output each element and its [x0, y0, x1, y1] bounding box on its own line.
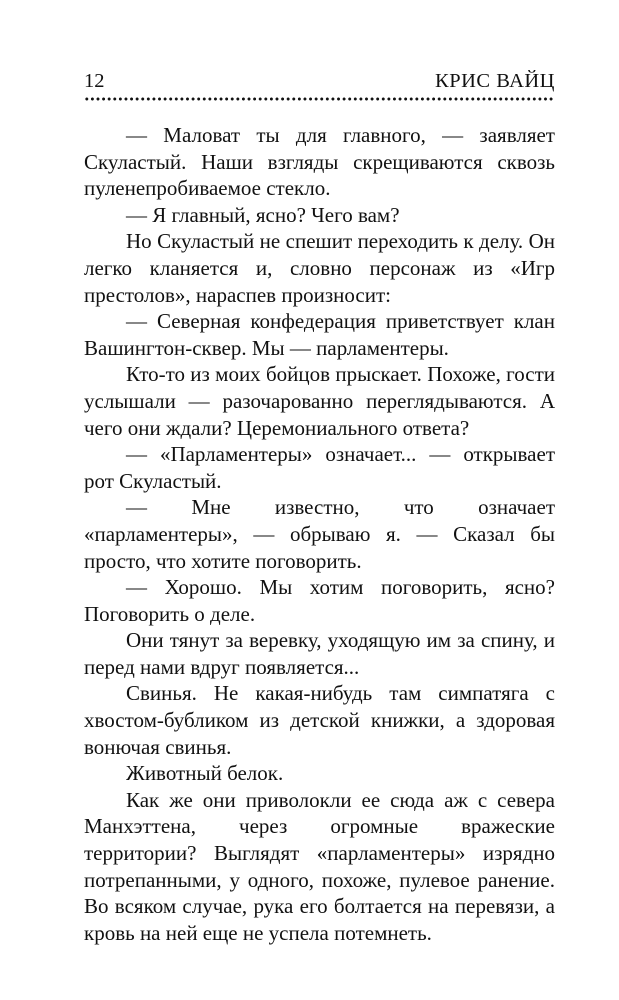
page-number: 12	[84, 70, 105, 92]
paragraph: Животный белок.	[126, 761, 284, 786]
running-title: КРИС ВАЙЦ	[435, 70, 555, 92]
paragraph: Кто-то из моих бойцов прыскает. Похоже, гости услышали — разочарованно переглядываются. А чего они ждали? Церемониального ответа?	[84, 362, 555, 440]
paragraph: — Я главный, ясно? Чего вам?	[126, 202, 400, 227]
running-header	[84, 70, 555, 92]
paragraph: — Северная конфедерация приветствует клан Вашингтон-сквер. Мы — парламентеры.	[84, 309, 555, 360]
paragraph: Но Скуластый не спешит переходить к делу. Он легко кланяется и, словно персонаж из «Игр престолов», нараспев произносит:	[84, 229, 555, 307]
paragraph: — Хорошо. Мы хотим поговорить, ясно? Поговорить о деле.	[84, 575, 555, 626]
paragraph: — Маловат ты для главного, — заявляет Скуластый. Наши взгляды скрещиваются сквозь пуленепробиваемое стекло.	[84, 123, 555, 201]
body-text	[84, 122, 555, 946]
dotted-rule	[84, 97, 555, 101]
paragraph: Свинья. Не какая-нибудь там симпатяга с хвостом-бубликом из детской книжки, а здоровая вонючая свинья.	[84, 681, 555, 759]
paragraph: — Мне известно, что означает «парламентеры», — обрываю я. — Сказал бы просто, что хотите поговорить.	[84, 495, 555, 573]
paragraph: Как же они приволокли ее сюда аж с севера Манхэттена, через огромные вражеские территории? Выглядят «парламентеры» изрядно потрепанными, у одного, похоже, пулевое ранение. Во всяком случае, рука его болтается на перевязи, а кровь на ней еще не успела потемнеть.	[84, 787, 555, 945]
paragraph: Они тянут за веревку, уходящую им за спину, и перед нами вдруг появляется...	[84, 628, 555, 679]
paragraph: — «Парламентеры» означает... — открывает рот Скуластый.	[84, 442, 555, 493]
